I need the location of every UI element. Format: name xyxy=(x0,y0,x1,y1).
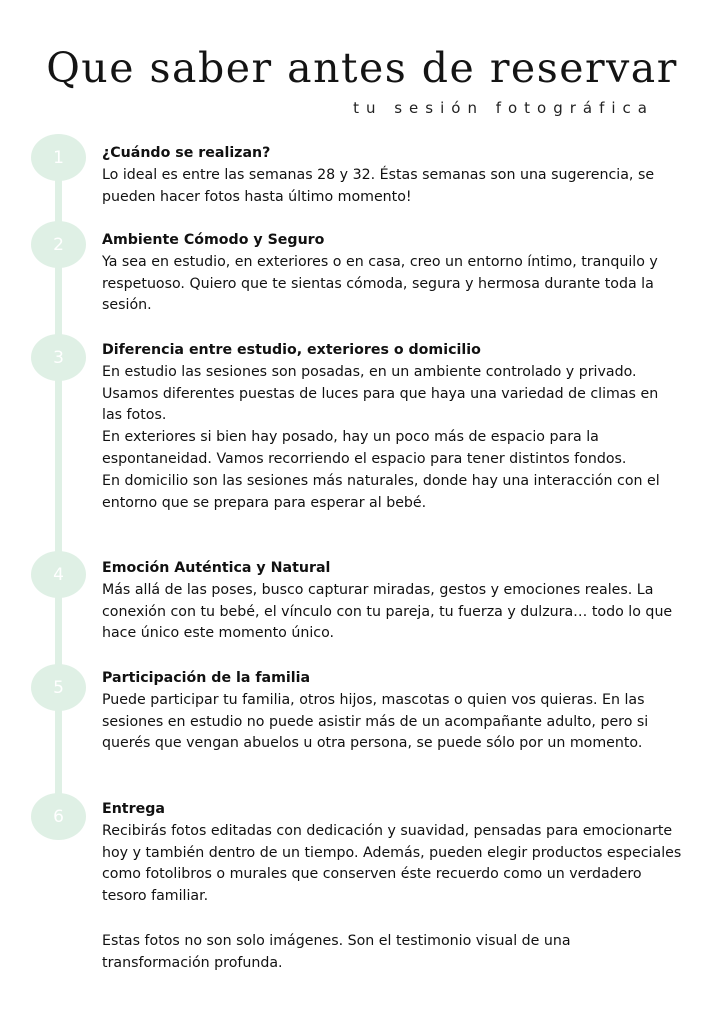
step-circle-6: 6 xyxy=(31,793,86,840)
section-1 xyxy=(102,143,682,208)
section-6 xyxy=(102,799,682,908)
section-5 xyxy=(102,668,682,755)
section-3 xyxy=(102,340,682,514)
section-text: En exteriores si bien hay posado, hay un poco más de espacio para la espontaneidad. Vamos recorriendo el espacio para tener distintos fondos. xyxy=(102,429,627,467)
section-title: Emoción Auténtica y Natural xyxy=(102,560,331,576)
section-4 xyxy=(102,558,682,645)
section-text: Recibirás fotos editadas con dedicación y suavidad, pensadas para emocionarte hoy y también dentro de un tiempo. Además, pueden elegir productos especiales como fotolibros o murales que conserven éste recuerdo como un verdadero tesoro familiar. xyxy=(102,822,682,905)
section-title: Ambiente Cómodo y Seguro xyxy=(102,232,325,248)
step-circle-1: 1 xyxy=(31,134,86,181)
section-title: Entrega xyxy=(102,801,165,817)
step-circle-3: 3 xyxy=(31,334,86,381)
section-title: Diferencia entre estudio, exteriores o domicilio xyxy=(102,342,481,358)
section-text: En domicilio son las sesiones más naturales, donde hay una interacción con el entorno que se prepara para esperar al bebé. xyxy=(102,472,660,511)
section-text: Ya sea en estudio, en exteriores o en casa, creo un entorno íntimo, tranquilo y respetuoso. Quiero que te sientas cómoda, segura y hermosa durante toda la sesión. xyxy=(102,253,658,314)
section-title: Participación de la familia xyxy=(102,670,311,686)
page-subtitle: tu sesión fotográfica xyxy=(353,99,654,117)
section-text: Lo ideal es entre las semanas 28 y 32. Éstas semanas son una sugerencia, se pueden hacer fotos hasta último momento! xyxy=(102,166,655,205)
section-text: En estudio las sesiones son posadas, en un ambiente controlado y privado. Usamos diferentes puestas de luces para que haya una variedad de climas en las fotos. xyxy=(102,363,659,424)
section-2 xyxy=(102,230,682,317)
section-text: Más allá de las poses, busco capturar miradas, gestos y emociones reales. La conexión con tu bebé, el vínculo con tu pareja, tu fuerza y dulzura… todo lo que hace único este momento único. xyxy=(102,581,673,642)
step-circle-5: 5 xyxy=(31,664,86,711)
section-text: Puede participar tu familia, otros hijos, mascotas o quien vos quieras. En las sesiones en estudio no puede asistir más de un acompañante adulto, pero si querés que vengan abuelos u otra persona, se puede sólo por un momento. xyxy=(102,691,649,752)
step-circle-2: 2 xyxy=(31,221,86,268)
step-circle-4: 4 xyxy=(31,551,86,598)
page-title: Que saber antes de reservar xyxy=(46,44,678,92)
section-title: ¿Cuándo se realizan? xyxy=(102,145,271,161)
closing-text: Estas fotos no son solo imágenes. Son el testimonio visual de una transformación profunda. xyxy=(102,933,571,971)
